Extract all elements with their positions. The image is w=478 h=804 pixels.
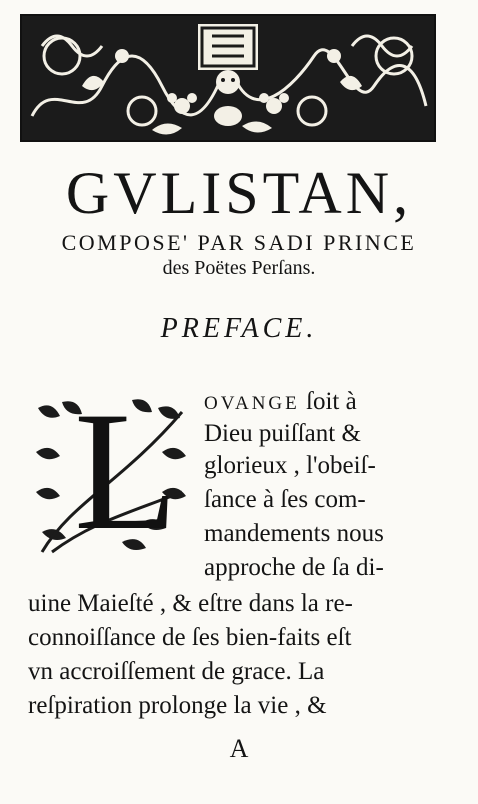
drop-cap-letter: L (74, 377, 178, 565)
text-line: reſpiration prolonge la vie , & (28, 692, 327, 719)
text-line-content: ſoit à (299, 388, 357, 415)
text-line (204, 386, 422, 419)
text-line: connoiſſance de ſes bien-faits eſt (28, 624, 352, 651)
text-line: approche de ſa di- (204, 554, 384, 581)
text-line: glorieux , l'obeiſ- (204, 452, 376, 479)
signature-mark: A (229, 734, 249, 763)
text-line: uine Maieſté , & eſtre dans la re- (28, 590, 353, 617)
text-line: Dieu puiſſant & (204, 420, 361, 447)
subtitle-line-1: COMPOSE' PAR SADI PRINCE (61, 230, 417, 255)
text-line: ſance à ſes com- (204, 486, 366, 513)
first-word-rest: OVANGE (204, 393, 300, 414)
text-line: mandements nous (204, 520, 384, 547)
text-line: vn accroiſſement de grace. La (28, 658, 325, 685)
subtitle-line-2: des Poëtes Perſans. (162, 257, 316, 279)
section-heading: PREFACE. (160, 313, 318, 344)
book-title: GVLISTAN, (65, 160, 413, 226)
